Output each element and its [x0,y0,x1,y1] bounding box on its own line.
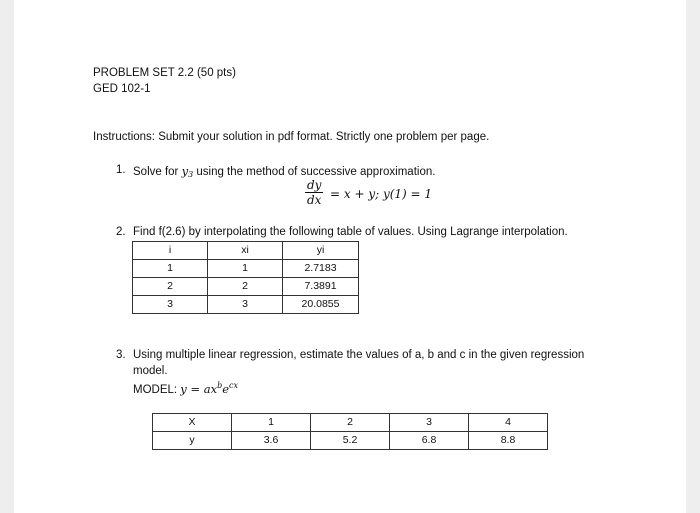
model-label: MODEL: [133,384,181,396]
x-row [153,414,548,432]
problem-3-line-2: model. [133,365,168,377]
problem-1-equation-rhs: = x + y; y(1) = 1 [330,187,433,201]
table-row [133,278,359,296]
cell-xi: 2 [208,278,283,296]
header-yi: yi [283,242,359,260]
problem-set-title: PROBLEM SET 2.2 (50 pts) [93,67,236,79]
problem-2-text: Find f(2.6) by interpolating the following table of values. Using Lagrange interpolation. [133,226,568,238]
table-row [133,260,359,278]
problem-2-number: 2. [116,226,126,238]
header-i: i [133,242,208,260]
x-value: 2 [311,414,390,432]
x-value: 3 [390,414,469,432]
derivative-numerator: dy [307,178,322,192]
y-value: 3.6 [232,432,311,450]
problem-1-variable: $y_3$ [181,164,194,179]
instructions: Instructions: Submit your solution in pdf format. Strictly one problem per page. [93,131,490,143]
derivative-denominator: dx [307,193,322,207]
lagrange-table [132,241,359,314]
cell-i: 3 [133,296,208,314]
problem-3-number: 3. [116,349,126,361]
y-value: 5.2 [311,432,390,450]
problem-1-text-before: Solve for [133,166,182,178]
table-row [133,296,359,314]
y-value: 6.8 [390,432,469,450]
cell-i: 2 [133,278,208,296]
cell-yi: 7.3891 [283,278,359,296]
y-label: y [153,432,232,450]
cell-xi: 3 [208,296,283,314]
y-row [153,432,548,450]
cell-yi: 2.7183 [283,260,359,278]
cell-xi: 1 [208,260,283,278]
cell-i: 1 [133,260,208,278]
x-value: 4 [469,414,548,432]
header-xi: xi [208,242,283,260]
problem-3-line-1: Using multiple linear regression, estimate the values of a, b and c in the given regression [133,349,585,361]
y-value: 8.8 [469,432,548,450]
x-label: X [153,414,232,432]
cell-yi: 20.0855 [283,296,359,314]
problem-1-text [133,164,435,179]
course-code: GED 102-1 [93,83,151,95]
regression-model [133,381,238,396]
problem-1-number: 1. [116,164,126,176]
problem-1-text-after: using the method of successive approximation. [193,166,436,178]
table-header-row [133,242,359,260]
problem-1-derivative [305,179,323,207]
x-value: 1 [232,414,311,432]
regression-table [152,413,548,450]
document-page [14,0,686,513]
model-formula: $y = ax^be^{cx}$ [180,381,239,396]
